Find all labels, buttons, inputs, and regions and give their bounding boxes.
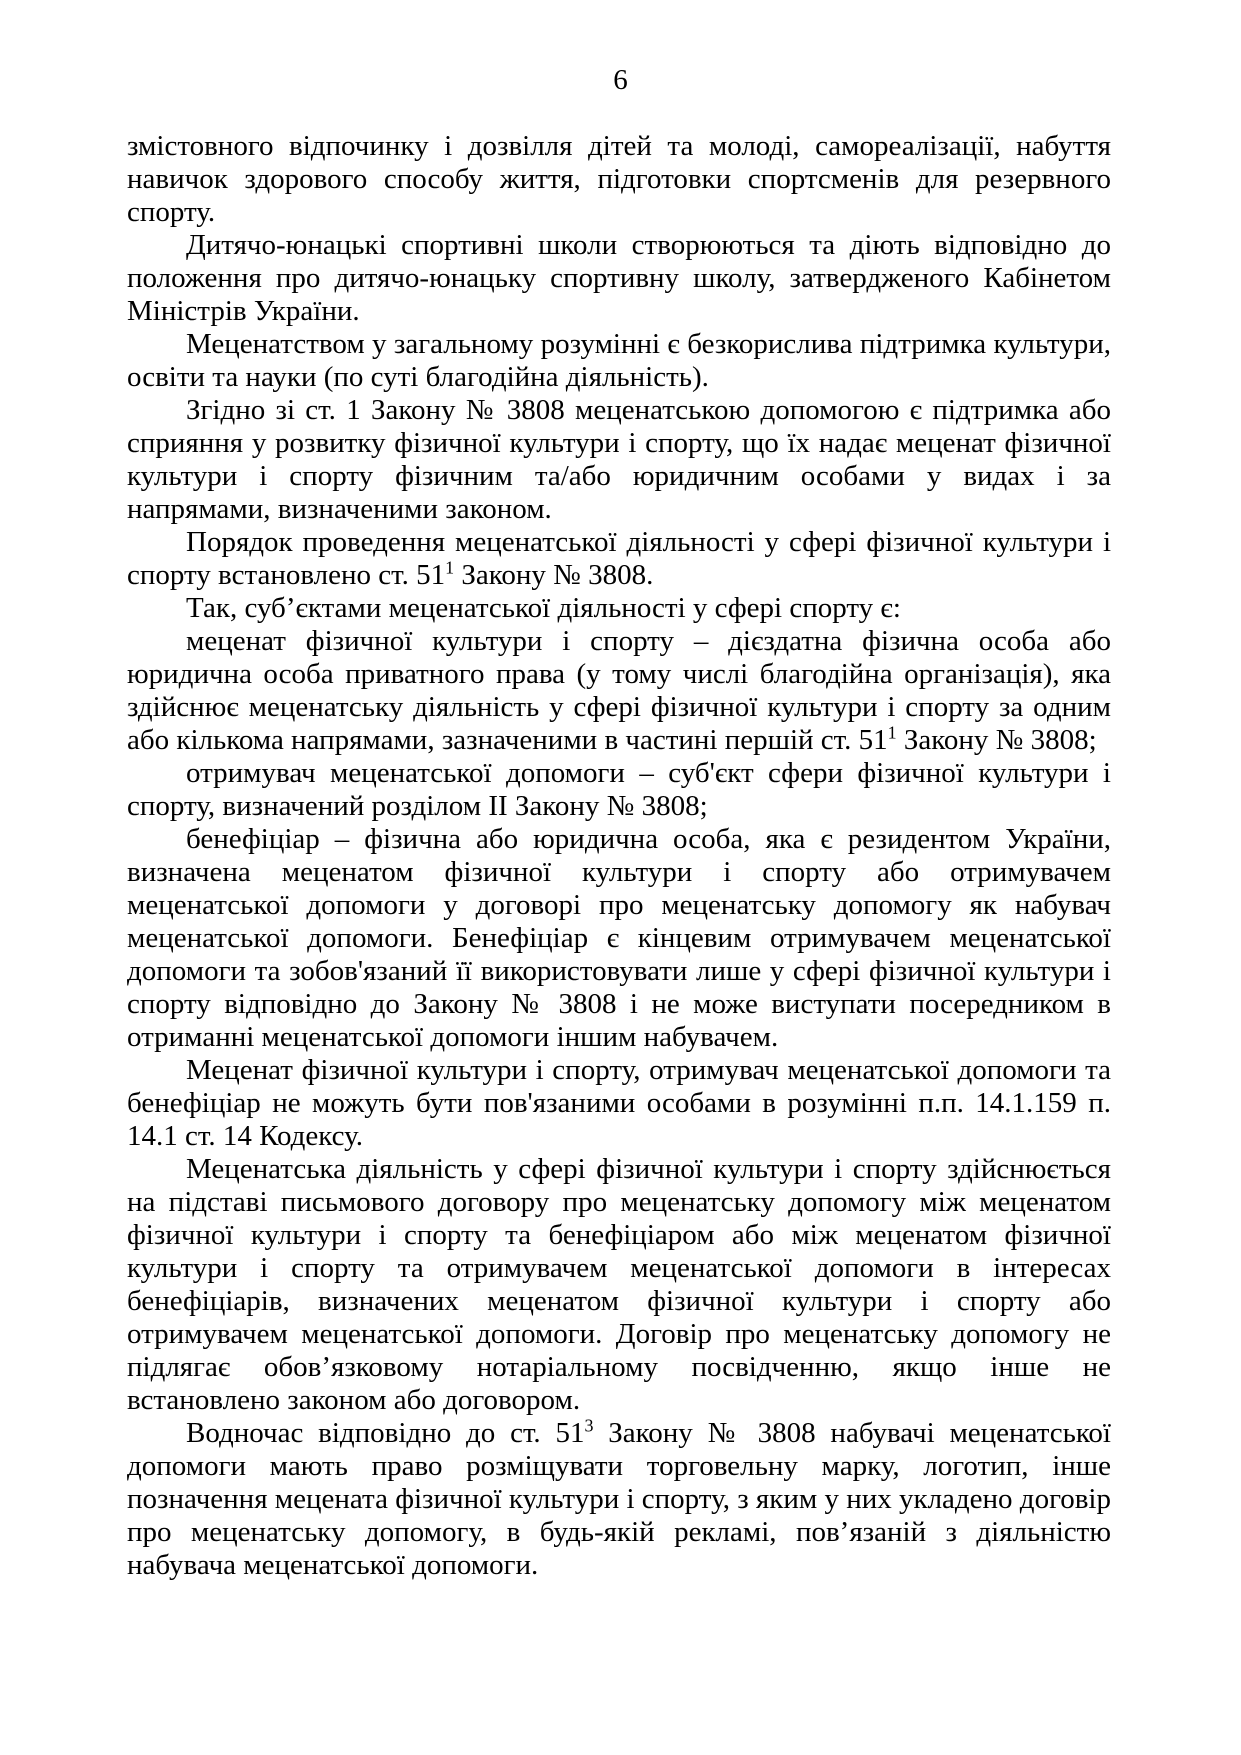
superscript: 1 xyxy=(887,722,897,743)
paragraph: Так, суб’єктами меценатської діяльності у сфері спорту є: xyxy=(186,592,901,624)
paragraph: змістовного відпочинку і дозвілля дітей та молоді, самореалізації, набуття навичок здорового способу життя, підготовки спортсменів для резервного спорту. xyxy=(127,130,1111,228)
paragraph: отримувач меценатської допомоги – суб'єкт сфери фізичної культури і спорту, визначений розділом II Закону № 3808; xyxy=(127,757,1111,822)
page-number: 6 xyxy=(613,64,628,96)
paragraph: Порядок проведення меценатської діяльності у сфері фізичної культури і спорту встановлено ст. $51^1$ Закону № 3808. xyxy=(127,526,1111,591)
paragraph: Згідно зі ст. 1 Закону № 3808 меценатською допомогою є підтримка або сприяння у розвитку фізичної культури і спорту, що їх надає меценат фізичної культури і спорту фізичним та/або юридичним особами у видах і за напрямами, визначеними законом. xyxy=(127,394,1111,525)
paragraph: Дитячо-юнацькі спортивні школи створюються та діють відповідно до положення про дитячо-юнацьку спортивну школу, затвердженого Кабінетом Міністрів України. xyxy=(127,229,1111,327)
superscript: 1 xyxy=(445,557,455,578)
paragraph: Меценатством у загальному розумінні є безкорислива підтримка культури, освіти та науки (по суті благодійна діяльність). xyxy=(127,328,1111,393)
paragraph: Водночас відповідно до ст. $51^3$ Закону № 3808 набувачі меценатської допомоги мають право розміщувати торговельну марку, логотип, інше позначення мецената фізичної культури і спорту, з яким у них укладено договір про меценатську допомогу, в будь-якій рекламі, пов’язаній з діяльністю набувача меценатської допомоги. xyxy=(127,1415,1111,1581)
paragraph: Меценатська діяльність у сфері фізичної культури і спорту здійснюється на підставі письмового договору про меценатську допомогу між меценатом фізичної культури і спорту та бенефіціаром або між меценатом фізичної культури і спорту та отримувачем меценатської допомоги в інтересах бенефіціарів, визначених меценатом фізичної культури і спорту або отримувачем меценатської допомоги. Договір про меценатську допомогу не підлягає обов’язковому нотаріальному посвідченню, якщо інше не встановлено законом або договором. xyxy=(127,1153,1111,1416)
paragraph: Меценат фізичної культури і спорту, отримувач меценатської допомоги та бенефіціар не можуть бути пов'язаними особами в розумінні п.п. 14.1.159 п. 14.1 ст. 14 Кодексу. xyxy=(127,1054,1111,1152)
superscript: 3 xyxy=(584,1415,594,1436)
paragraph: меценат фізичної культури і спорту – дієздатна фізична особа або юридична особа приватного права (у тому числі благодійна організація), яка здійснює меценатську діяльність у сфері фізичної культури і спорту за одним або кількома напрямами, зазначеними в частині першій ст. $51^1$ Закону № 3808; xyxy=(127,625,1111,756)
paragraph: бенефіціар – фізична або юридична особа, яка є резидентом України, визначена меценатом фізичної культури і спорту або отримувачем меценатської допомоги у договорі про меценатську допомогу як набувач меценатської допомоги. Бенефіціар є кінцевим отримувачем меценатської допомоги та зобов'язаний її використовувати лише у сфері фізичної культури і спорту відповідно до Закону № 3808 і не може виступати посередником в отриманні меценатської допомоги іншим набувачем. xyxy=(127,823,1111,1053)
document-body xyxy=(127,130,1111,1582)
